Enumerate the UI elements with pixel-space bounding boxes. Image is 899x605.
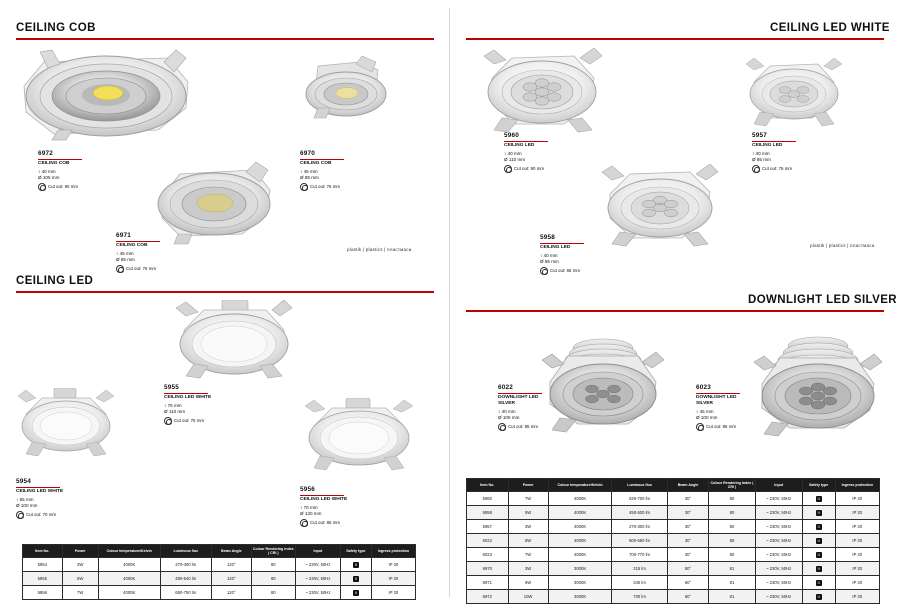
caption-5958: [540, 234, 660, 275]
caption-5957: [752, 132, 872, 173]
cell-ingress-protection: IP 20: [835, 576, 879, 590]
product-name: CEILING LED WHITE: [300, 497, 348, 503]
table-row: [467, 534, 880, 548]
cell-beam-angle: 60°: [667, 562, 709, 576]
cell-cri: 81: [709, 562, 755, 576]
cell-ingress-protection: IP 20: [835, 534, 879, 548]
product-name: CEILING LED: [504, 143, 535, 149]
caption-6022: [498, 384, 548, 431]
table-row: [467, 576, 880, 590]
table-row: [467, 520, 880, 534]
product-image-5956: [300, 398, 418, 474]
product-dim-height: ↕ 40 mm: [752, 150, 770, 156]
cell-safety-type: [802, 534, 835, 548]
safety-class-badge: II: [354, 589, 357, 595]
cell-ingress-protection: IP 20: [835, 548, 879, 562]
caption-5956: [300, 486, 420, 527]
cell-input: ~ 230V, 50Hz: [755, 492, 802, 506]
cell-ingress-protection: IP 20: [835, 520, 879, 534]
caption-rule: [116, 241, 160, 242]
product-code: 6971: [116, 232, 132, 239]
safety-class-badge: II: [817, 495, 820, 501]
cell-safety-type: [802, 590, 835, 604]
caption-rule: [696, 393, 740, 394]
product-cutout: Cut out: 65 mm: [550, 268, 581, 274]
cell-luminous-flux: 700-770 lm: [612, 548, 667, 562]
product-dim-height: ↕ 65 mm: [16, 496, 34, 502]
product-image-5955: [170, 300, 298, 382]
cell-colour-temperature: 4000K: [98, 558, 160, 572]
product-name: CEILING COB: [116, 243, 148, 249]
safety-class-badge: II: [817, 509, 820, 515]
cell-ingress-protection: IP 20: [835, 590, 879, 604]
spec-table-right: [466, 478, 880, 604]
product-code: 6970: [300, 150, 316, 157]
cell-item-no: 5954: [23, 558, 63, 572]
table-header-row: [467, 479, 880, 492]
cutout-icon: [504, 165, 512, 173]
cell-luminous-flux: 340 lm: [612, 576, 667, 590]
cell-cri: 80: [251, 558, 295, 572]
section-title-ceiling-cob: CEILING COB: [16, 22, 96, 34]
caption-6972: [38, 150, 158, 191]
cell-safety-type: [802, 548, 835, 562]
col-beam-angle: Beam Angle: [211, 545, 251, 558]
product-code: 5955: [164, 384, 180, 391]
cell-safety-type: [340, 572, 371, 586]
col-ingress-protection: Ingress protection: [835, 479, 879, 492]
caption-rule: [752, 141, 796, 142]
cell-safety-type: [802, 492, 835, 506]
cell-colour-temperature: 3000K: [548, 590, 612, 604]
table-row: [23, 586, 416, 600]
product-dim-height: ↕ 40 mm: [498, 408, 516, 414]
caption-rule: [164, 393, 208, 394]
cell-cri: 81: [709, 590, 755, 604]
cell-input: ~ 230V, 50Hz: [295, 586, 340, 600]
cell-cri: 80: [251, 586, 295, 600]
cell-beam-angle: 30°: [667, 534, 709, 548]
cutout-icon: [300, 183, 308, 191]
cell-colour-temperature: 4000K: [548, 548, 612, 562]
cell-beam-angle: 60°: [667, 590, 709, 604]
cell-power: 7W: [62, 586, 98, 600]
product-dim-diameter: Ø 100 mm: [16, 502, 38, 508]
cell-colour-temperature: 3000K: [548, 576, 612, 590]
product-dim-height: ↕ 75 mm: [164, 402, 182, 408]
product-dim-height: ↕ 45 mm: [300, 168, 318, 174]
cell-luminous-flux: 500-550 lm: [612, 534, 667, 548]
cell-power: 5W: [508, 576, 548, 590]
safety-class-badge: II: [354, 561, 357, 567]
cell-beam-angle: 120°: [211, 586, 251, 600]
product-dim-diameter: Ø 130 mm: [300, 510, 322, 516]
cell-power: 10W: [508, 590, 548, 604]
cell-input: ~ 230V, 50Hz: [755, 506, 802, 520]
product-image-6970: [300, 56, 396, 126]
table-row: [467, 590, 880, 604]
cell-safety-type: [802, 562, 835, 576]
cell-input: ~ 230V, 50Hz: [755, 576, 802, 590]
cutout-icon: [38, 183, 46, 191]
cell-colour-temperature: 4000K: [548, 492, 612, 506]
product-image-6972: [18, 46, 194, 142]
table-row: [467, 506, 880, 520]
product-cutout: Cut out: 90 mm: [514, 166, 545, 172]
cell-beam-angle: 30°: [667, 506, 709, 520]
table-row: [23, 572, 416, 586]
cell-cri: 80: [251, 572, 295, 586]
cell-cri: 81: [709, 576, 755, 590]
section-rule-ceiling-led: [16, 291, 434, 293]
col-power: Power: [508, 479, 548, 492]
product-dim-height: ↕ 70 mm: [300, 504, 318, 510]
cell-item-no: 5955: [23, 572, 63, 586]
product-name: CEILING LED: [540, 245, 571, 251]
product-dim-height: ↕ 40 mm: [504, 150, 522, 156]
cutout-icon: [696, 423, 704, 431]
cell-ingress-protection: IP 20: [371, 572, 415, 586]
product-image-5957: [742, 56, 846, 132]
col-colour-temperature: Colour temperature/Kelvin: [548, 479, 612, 492]
cell-power: 7W: [508, 548, 548, 562]
cell-colour-temperature: 4000K: [98, 572, 160, 586]
cutout-icon: [300, 519, 308, 527]
section-title-downlight-led-silver: DOWNLIGHT LED SILVER: [748, 294, 897, 306]
cutout-icon: [164, 417, 172, 425]
cell-safety-type: [802, 520, 835, 534]
product-code: 5960: [504, 132, 520, 139]
cell-power: 3W: [62, 558, 98, 572]
product-code: 6972: [38, 150, 54, 157]
product-dim-height: ↕ 45 mm: [116, 250, 134, 256]
col-item-no: Item No.: [23, 545, 63, 558]
cell-ingress-protection: IP 20: [835, 492, 879, 506]
safety-class-badge: II: [354, 575, 357, 581]
product-code: 6022: [498, 384, 514, 391]
cutout-icon: [498, 423, 506, 431]
cell-item-no: 5957: [467, 520, 509, 534]
cell-item-no: 6023: [467, 548, 509, 562]
cell-luminous-flux: 270-300 lm: [612, 520, 667, 534]
product-code: 5957: [752, 132, 768, 139]
cell-beam-angle: 30°: [667, 520, 709, 534]
cell-input: ~ 230V, 50Hz: [755, 548, 802, 562]
product-image-6023: [752, 330, 884, 438]
cell-luminous-flux: 680-750 lm: [160, 586, 211, 600]
cell-beam-angle: 30°: [667, 548, 709, 562]
product-dim-diameter: Ø 105 mm: [498, 414, 520, 420]
product-dim-diameter: Ø 105 mm: [38, 174, 60, 180]
safety-class-badge: II: [817, 579, 820, 585]
cell-input: ~ 230V, 50Hz: [755, 520, 802, 534]
product-dim-diameter: Ø 85 mm: [540, 258, 559, 264]
col-cri: Colour Rendering Index ( CRI ): [251, 545, 295, 558]
product-dim-diameter: Ø 85 mm: [116, 256, 135, 262]
cell-ingress-protection: IP 20: [835, 506, 879, 520]
product-name: CEILING COB: [38, 161, 70, 167]
product-name: CEILING LED: [752, 143, 783, 149]
product-dim-height: ↕ 45 mm: [696, 408, 714, 414]
table-row: [467, 562, 880, 576]
cell-safety-type: [340, 586, 371, 600]
product-dim-diameter: Ø 85 mm: [300, 174, 319, 180]
cell-beam-angle: 120°: [211, 572, 251, 586]
caption-rule: [300, 159, 344, 160]
cell-item-no: 6972: [467, 590, 509, 604]
caption-6023: [696, 384, 746, 431]
cell-cri: 80: [709, 506, 755, 520]
cell-ingress-protection: IP 20: [371, 586, 415, 600]
cell-luminous-flux: 700 lm: [612, 590, 667, 604]
caption-5954: [16, 478, 136, 519]
cell-beam-angle: 30°: [667, 492, 709, 506]
safety-class-badge: II: [817, 565, 820, 571]
col-item-no: Item No.: [467, 479, 509, 492]
page-center-divider: [449, 8, 450, 597]
cell-colour-temperature: 3000K: [548, 562, 612, 576]
material-note-right: plastik | plastics | пластмаса: [810, 243, 875, 248]
section-title-ceiling-led: CEILING LED: [16, 275, 94, 287]
cell-item-no: 5958: [467, 506, 509, 520]
cell-ingress-protection: IP 20: [371, 558, 415, 572]
section-rule-downlight-led-silver: [466, 310, 884, 312]
product-cutout: Cut out: 76 mm: [126, 266, 157, 272]
product-cutout: Cut out: 70 mm: [26, 512, 57, 518]
section-title-ceiling-led-white: CEILING LED WHITE: [770, 22, 890, 34]
cutout-icon: [752, 165, 760, 173]
safety-class-badge: II: [817, 537, 820, 543]
product-cutout: Cut out: 76 mm: [310, 184, 341, 190]
cutout-icon: [16, 511, 24, 519]
product-cutout: Cut out: 85 mm: [706, 424, 737, 430]
cell-cri: 80: [709, 534, 755, 548]
product-dim-diameter: Ø 85 mm: [752, 156, 771, 162]
safety-class-badge: II: [817, 523, 820, 529]
cell-power: 7W: [508, 492, 548, 506]
product-cutout: Cut out: 75 mm: [174, 418, 205, 424]
cell-beam-angle: 60°: [667, 576, 709, 590]
caption-6970: [300, 150, 420, 191]
cell-input: ~ 230V, 50Hz: [295, 572, 340, 586]
cell-colour-temperature: 4000K: [548, 520, 612, 534]
cell-input: ~ 230V, 50Hz: [755, 534, 802, 548]
cell-input: ~ 230V, 50Hz: [755, 562, 802, 576]
col-power: Power: [62, 545, 98, 558]
product-dim-diameter: Ø 110 mm: [504, 156, 526, 162]
product-code: 5954: [16, 478, 32, 485]
product-cutout: Cut out: 85 mm: [508, 424, 539, 430]
product-cutout: Cut out: 76 mm: [762, 166, 793, 172]
cell-cri: 80: [709, 520, 755, 534]
cell-power: 3W: [508, 562, 548, 576]
cell-item-no: 5960: [467, 492, 509, 506]
cell-power: 5W: [508, 534, 548, 548]
cell-luminous-flux: 215 lm: [612, 562, 667, 576]
table-header-row: [23, 545, 416, 558]
col-luminous-flux: Luminous flux: [612, 479, 667, 492]
caption-rule: [504, 141, 548, 142]
product-cutout: Cut out: 90 mm: [48, 184, 79, 190]
product-image-6022: [540, 330, 666, 434]
product-name: DOWNLIGHT LED SILVER: [498, 395, 539, 407]
product-cutout: Cut out: 85 mm: [310, 520, 341, 526]
caption-rule: [300, 495, 344, 496]
product-name: CEILING LED WHITE: [164, 395, 212, 401]
cell-item-no: 6971: [467, 576, 509, 590]
product-dim-diameter: Ø 100 mm: [696, 414, 718, 420]
cell-safety-type: [802, 506, 835, 520]
caption-rule: [38, 159, 82, 160]
cell-item-no: 6970: [467, 562, 509, 576]
safety-class-badge: II: [817, 593, 820, 599]
section-rule-ceiling-led-white: [466, 38, 884, 40]
col-input: Input: [755, 479, 802, 492]
product-code: 5958: [540, 234, 556, 241]
product-dim-height: ↕ 40 mm: [38, 168, 56, 174]
cell-luminous-flux: 630-700 lm: [612, 492, 667, 506]
cell-cri: 80: [709, 492, 755, 506]
cell-ingress-protection: IP 20: [835, 562, 879, 576]
col-beam-angle: Beam Angle: [667, 479, 709, 492]
cutout-icon: [540, 267, 548, 275]
table-row: [467, 492, 880, 506]
col-input: Input: [295, 545, 340, 558]
col-colour-temperature: Colour temperature/Kelvin: [98, 545, 160, 558]
product-name: CEILING COB: [300, 161, 332, 167]
product-code: 6023: [696, 384, 712, 391]
material-note-left: plastik | plastics | пластмаса: [347, 247, 412, 252]
cell-colour-temperature: 4000K: [98, 586, 160, 600]
product-name: CEILING LED WHITE: [16, 489, 64, 495]
caption-5955: [164, 384, 284, 425]
safety-class-badge: II: [817, 551, 820, 557]
cell-luminous-flux: 450-500 lm: [612, 506, 667, 520]
cell-colour-temperature: 4000K: [548, 534, 612, 548]
product-image-5960: [478, 46, 606, 136]
cell-beam-angle: 120°: [211, 558, 251, 572]
cell-cri: 80: [709, 548, 755, 562]
cell-colour-temperature: 4000K: [548, 506, 612, 520]
cell-input: ~ 230V, 50Hz: [295, 558, 340, 572]
cutout-icon: [116, 265, 124, 273]
product-code: 5956: [300, 486, 316, 493]
cell-safety-type: [802, 576, 835, 590]
cell-safety-type: [340, 558, 371, 572]
product-dim-diameter: Ø 110 mm: [164, 408, 186, 414]
caption-rule: [16, 487, 60, 488]
product-image-5954: [14, 388, 118, 460]
caption-rule: [540, 243, 584, 244]
cell-power: 5W: [62, 572, 98, 586]
cell-power: 5W: [508, 506, 548, 520]
table-row: [467, 548, 880, 562]
cell-luminous-flux: 480-540 lm: [160, 572, 211, 586]
caption-5960: [504, 132, 624, 173]
cell-input: ~ 230V, 50Hz: [755, 590, 802, 604]
product-name: DOWNLIGHT LED SILVER: [696, 395, 737, 407]
cell-luminous-flux: 370-400 lm: [160, 558, 211, 572]
spec-table-left: [22, 544, 416, 600]
table-row: [23, 558, 416, 572]
col-safety-type: Safety type: [340, 545, 371, 558]
cell-item-no: 6022: [467, 534, 509, 548]
cell-item-no: 5956: [23, 586, 63, 600]
col-ingress-protection: Ingress protection: [371, 545, 415, 558]
col-cri: Colour Rendering Index ( CRI ): [709, 479, 755, 492]
col-safety-type: Safety type: [802, 479, 835, 492]
caption-6971: [116, 232, 236, 273]
caption-rule: [498, 393, 542, 394]
col-luminous-flux: Luminous flux: [160, 545, 211, 558]
cell-power: 3W: [508, 520, 548, 534]
product-dim-height: ↕ 40 mm: [540, 252, 558, 258]
section-rule-ceiling-cob: [16, 38, 434, 40]
